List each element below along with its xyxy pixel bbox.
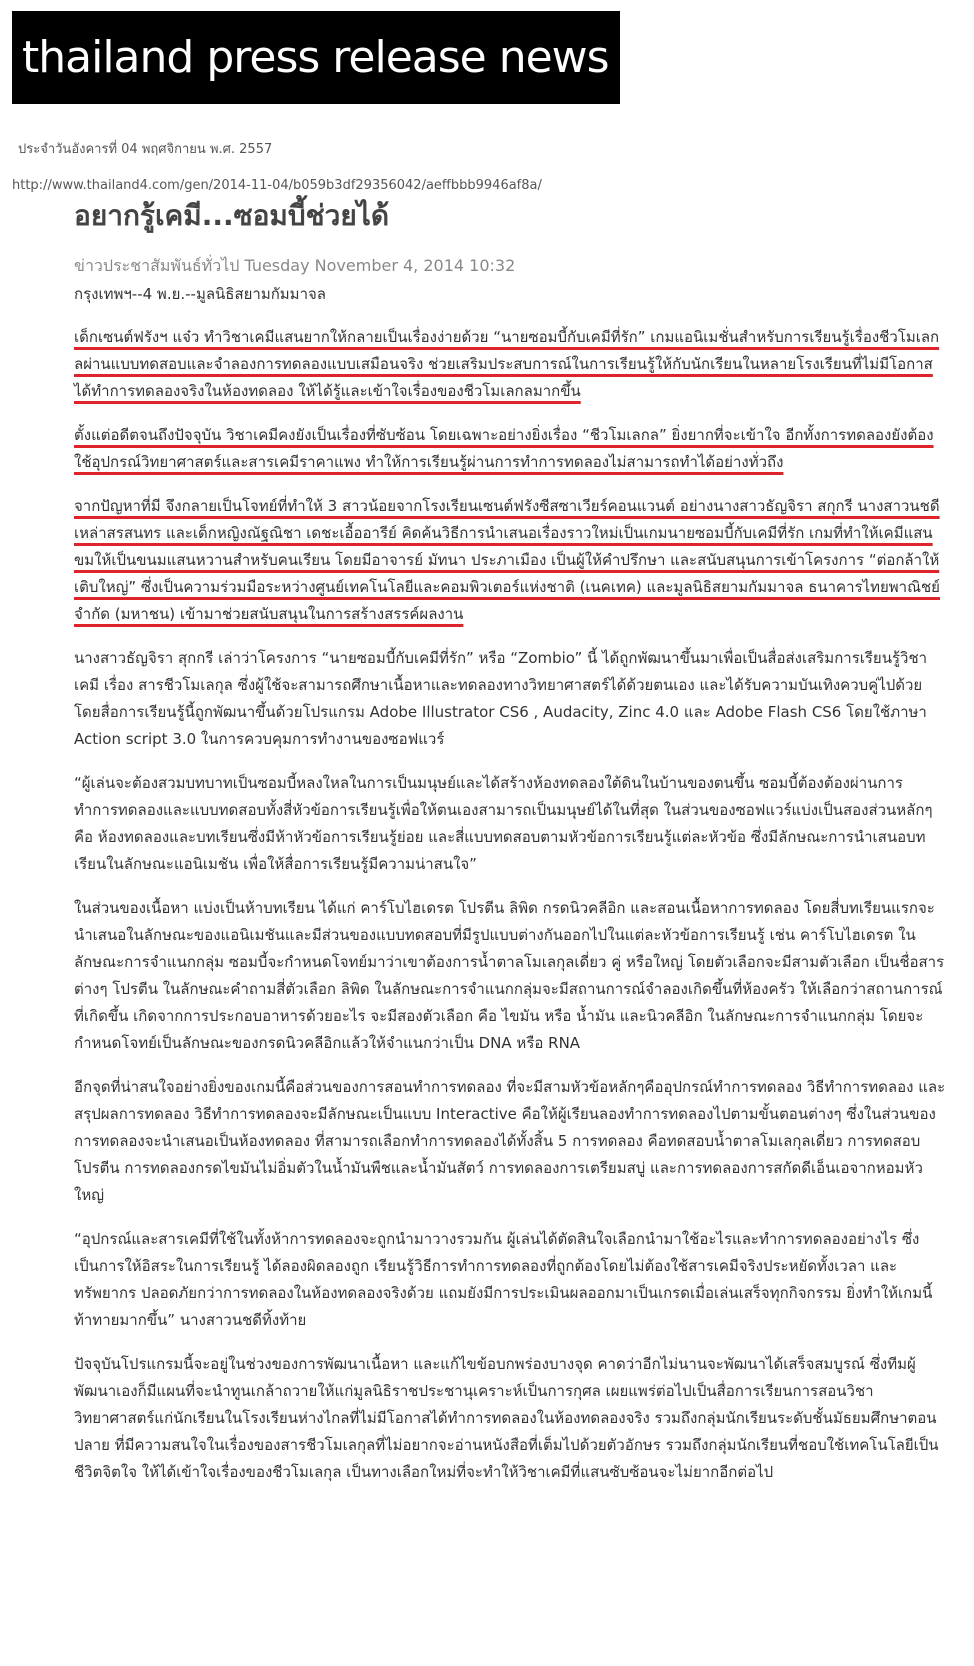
paragraph-6: ในส่วนของเนื้อหา แบ่งเป็นห้าบทเรียน ได้แก่ คาร์โบไฮเดรต โปรตีน ลิพิด กรดนิวคลีอิก และสอนเนื้อหาการทดลอง โดยสี่บทเรียนแรกจะนำเสนอในลักษณะของแอนิเมชันและมีส่วนของแบบทดสอบที่มีรูปแบบต่างกันออกไปในแต่ละหัวข้อการเรียนรู้ เช่น คาร์โบไฮเดรต ในลักษณะการจำแนกกลุ่ม ซอมบี้จะกำหนดโจทย์มาว่าเขาต้องการน้ำตาลโมเลกุลเดี่ยว คู่ หรือใหญ่ โดยตัวเลือกจะมีสามตัวเลือก เป็นชื่อสารต่างๆ โปรตีน ในลักษณะคำถามสี่ตัวเลือก ลิพิด ในลักษณะการจำแนกกลุ่มจะมีสถานการณ์จำลองเกิดขึ้นที่ห้องครัว ให้เลือกว่าสถานการณ์ที่เกิดขึ้น เกิดจากการประกอบอาหารด้วยอะไร จะมีสองตัวเลือก คือ ไขมัน หรือ น้ำมัน และนิวคลีอิก ในลักษณะการจำแนกกลุ่ม โดยจะกำหนดโจทย์เป็นลักษณะของกรดนิวคลีอิกแล้วให้จำแนกว่าเป็น DNA หรือ RNA (74, 899, 945, 1052)
paragraph-2: ตั้งแต่อดีตจนถึงปัจจุบัน วิชาเคมีคงยังเป็นเรื่องที่ซับซ้อน โดยเฉพาะอย่างยิ่งเรื่อง “ชีวโมเลกล” ยิ่งยากที่จะเข้าใจ อีกทั้งการทดลองยังต้องใช้อุปกรณ์วิทยาศาสตร์และสารเคมีราคาแพง ทำให้การเรียนรู้ผ่านการทำการทดลองไม่สามารถทำได้อย่างทั่วถึง (74, 426, 934, 471)
source-url: http://www.thailand4.com/gen/2014-11-04/b059b3df29356042/aeffbbb9946af8a/ (12, 178, 542, 193)
masthead (12, 11, 620, 104)
paragraph-9: ปัจจุบันโปรแกรมนี้จะอยู่ในช่วงของการพัฒนาเนื้อหา และแก้ไขข้อบกพร่องบางจุด คาดว่าอีกไม่นานจะพัฒนาได้เสร็จสมบูรณ์ ซึ่งทีมผู้พัฒนาเองก็มีแผนที่จะนำทูนเกล้าถวายให้แก่มูลนิธิราชประชานุเคราะห์เป็นการกุศล เผยแพร่ต่อไปเป็นสื่อการเรียนการสอนวิชาวิทยาศาสตร์แก่นักเรียนในโรงเรียนห่างไกลที่ไม่มีโอกาสได้ทำการทดลองในห้องทดลองจริง รวมถึงกลุ่มนักเรียนระดับชั้นมัธยมศึกษาตอนปลาย ที่มีความสนใจในเรื่องของสารชีวโมเลกุลที่ไม่อยากจะอ่านหนังสือที่เต็มไปด้วยตัวอักษร รวมถึงกลุ่มนักเรียนที่ชอบใช้เทคโนโลยีเป็นชีวิตจิตใจ ให้ได้เข้าใจเรื่องของชีวโมเลกุล เป็นทางเลือกใหม่ที่จะทำให้วิชาเคมีที่แสนซับซ้อนจะไม่ยากอีกต่อไป (74, 1355, 939, 1481)
article-byline: ข่าวประชาสัมพันธ์ทั่วไป Tuesday November 4, 2014 10:32 (74, 256, 516, 275)
paragraph-4: นางสาวธัญจิรา สุกกรี เล่าว่าโครงการ “นายซอมบี้กับเคมีที่รัก” หรือ “Zombio” นี้ ได้ถูกพัฒนาขึ้นมาเพื่อเป็นสื่อส่งเสริมการเรียนรู้วิชาเคมี เรื่อง สารชีวโมเลกุล ซึ่งผู้ใช้จะสามารถศึกษาเนื้อหาและทดลองทางวิทยาศาสตร์ได้ด้วยตนเอง และได้รับความบันเทิงควบคู่ไปด้วย โดยสื่อการเรียนรู้นี้ถูกพัฒนาขึ้นด้วยโปรแกรม Adobe Illustrator CS6 , Audacity, Zinc 4.0 และ Adobe Flash CS6 โดยใช้ภาษา Action script 3.0 ในการควบคุมการทำงานของซอฟแวร์ (74, 649, 928, 748)
article-dateline: กรุงเทพฯ--4 พ.ย.--มูลนิธิสยามกัมมาจล (74, 285, 326, 303)
article (74, 188, 946, 1503)
paragraph-5: “ผู้เล่นจะต้องสวมบทบาทเป็นซอมบี้หลงใหลในการเป็นมนุษย์และได้สร้างห้องทดลองใต้ดินในบ้านของตนขึ้น ซอมบี้ต้องต้องผ่านการทำการทดลองและแบบทดสอบทั้งสี่หัวข้อการเรียนรู้เพื่อให้ตนเองสามารถเป็นมนุษย์ได้ในที่สุด ในส่วนของซอฟแวร์แบ่งเป็นสองส่วนหลักๆ คือ ห้องทดลองและบทเรียนซึ่งมีห้าหัวข้อการเรียนรู้ย่อย และสี่แบบทดสอบตามหัวข้อการเรียนรู้แต่ละหัวข้อ ซึ่งมีลักษณะการนำเสนอบทเรียนในลักษณะแอนิเมชัน เพื่อให้สื่อการเรียนรู้มีความน่าสนใจ” (74, 774, 933, 873)
paragraph-7: อีกจุดที่น่าสนใจอย่างยิ่งของเกมนี้คือส่วนของการสอนทำการทดลอง ที่จะมีสามหัวข้อหลักๆคืออุปกรณ์ทำการทดลอง วิธีทำการทดลอง และสรุปผลการทดลอง วิธีทำการทดลองจะมีลักษณะเป็นแบบ Interactive คือให้ผู้เรียนลองทำการทดลองไปตามขั้นตอนต่างๆ ซึ่งในส่วนของการทดลองจะนำเสนอเป็นห้องทดลอง ที่สามารถเลือกทำการทดลองได้ทั้งสิ้น 5 การทดลอง คือทดสอบน้ำตาลโมเลกุลเดี่ยว การทดสอบโปรตีน การทดลองกรดไขมันไม่อิ่มตัวในน้ำมันพืชและน้ำมันสัตว์ การทดลองการเตรียมสบู่ และการทดลองการสกัดดีเอ็นเอจากหอมหัวใหญ่ (74, 1078, 946, 1204)
issue-date: ประจำวันอังคารที่ 04 พฤศจิกายน พ.ศ. 2557 (18, 142, 273, 157)
article-title: อยากรู้เคมี...ซอมบี้ช่วยได้ (74, 199, 390, 232)
paragraph-8: “อุปกรณ์และสารเคมีที่ใช้ในทั้งห้าการทดลองจะถูกนำมาวางรวมกัน ผู้เล่นได้ตัดสินใจเลือกนำมาใช้อะไรและทำการทดลองอย่างไร ซึ่งเป็นการให้อิสระในการเรียนรู้ ได้ลองผิดลองถูก เรียนรู้วิธีการทำการทดลองที่ถูกต้องโดยไม่ต้องใช้สารเคมีจริงประหยัดทั้งเวลา และทรัพยากร ปลอดภัยกว่าการทดลองในห้องทดลองจริงด้วย แถมยังมีการประเมินผลออกมาเป็นเกรดเมื่อเล่นเสร็จทุกกิจกรรม ยิ่งทำให้เกมนี้ท้าทายมากขึ้น” นางสาวนชดีทิ้งท้าย (74, 1230, 933, 1329)
masthead-title: thailand press release news (22, 31, 609, 83)
paragraph-3: จากปัญหาที่มี จึงกลายเป็นโจทย์ที่ทำให้ 3 สาวน้อยจากโรงเรียนเซนต์ฟรังซีสซาเวียร์คอนแวนต์ อย่างนางสาวธัญจิรา สกุกรี นางสาวนชดี เหล่าสรสนทร และเด็กหญิงณัฐณิชา เดชะเอื้ออารีย์ คิดค้นวิธีการนำเสนอเรื่องราวใหม่เป็นเกมนายซอมบี้กับเคมีที่รัก เกมที่ทำให้เคมีแสนขมให้เป็นขนมแสนหวานสำหรับคนเรียน โดยมีอาจารย์ มัทนา ประภาเมือง เป็นผู้ให้คำปรึกษา และสนับสนุนการเข้าโครงการ “ต่อกล้าให้เติบใหญ่” ซึ่งเป็นความร่วมมือระหว่างศูนย์เทคโนโลยีและคอมพิวเตอร์แห่งชาติ (เนคเทค) และมูลนิธิสยามกัมมาจล ธนาคารไทยพาณิชย์ จำกัด (มหาชน) เข้ามาช่วยสนับสนุนในการสร้างสรรค์ผลงาน (74, 497, 940, 623)
paragraph-1: เด็กเซนต์ฟรังฯ แจ๋ว ทำวิชาเคมีแสนยากให้กลายเป็นเรื่องง่ายด้วย “นายซอมบี้กับเคมีที่รัก” เกมแอนิเมชั่นสำหรับการเรียนรู้เรื่องชีวโมเลกลผ่านแบบทดสอบและจำลองการทดลองแบบเสมือนจริง ช่วยเสริมประสบการณ์ในการเรียนรู้ให้กับนักเรียนในหลายโรงเรียนที่ไม่มีโอกาสได้ทำการทดลองจริงในห้องทดลอง ให้ได้รู้และเข้าใจเรื่องของชีวโมเลกลมากขึ้น (74, 328, 940, 400)
